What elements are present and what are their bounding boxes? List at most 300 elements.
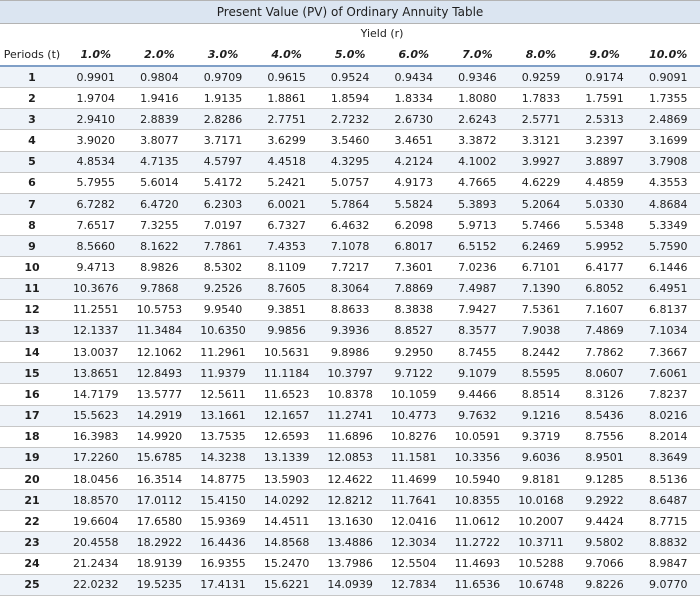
pv-factor-cell: 8.3838 xyxy=(382,299,446,320)
rate-header: 8.0% xyxy=(509,43,573,66)
pv-factor-cell: 7.8869 xyxy=(382,278,446,299)
pv-factor-cell: 8.5302 xyxy=(191,257,255,278)
pv-factor-cell: 6.1446 xyxy=(636,257,700,278)
period-cell: 4 xyxy=(0,130,64,151)
pv-factor-cell: 2.8286 xyxy=(191,109,255,130)
pv-factor-cell: 2.8839 xyxy=(128,109,192,130)
table-row xyxy=(0,278,700,299)
pv-factor-cell: 5.3893 xyxy=(446,193,510,214)
pv-factor-cell: 7.7862 xyxy=(573,342,637,363)
pv-factor-cell: 4.2124 xyxy=(382,151,446,172)
table-row xyxy=(0,257,700,278)
pv-factor-cell: 7.7217 xyxy=(318,257,382,278)
pv-factor-cell: 3.7171 xyxy=(191,130,255,151)
pv-factor-cell: 9.2526 xyxy=(191,278,255,299)
pv-factor-cell: 4.7665 xyxy=(446,172,510,193)
pv-factor-cell: 12.4622 xyxy=(318,468,382,489)
period-cell: 13 xyxy=(0,320,64,341)
pv-factor-cell: 6.4632 xyxy=(318,215,382,236)
period-cell: 16 xyxy=(0,384,64,405)
pv-factor-cell: 21.2434 xyxy=(64,553,128,574)
pv-factor-cell: 9.4466 xyxy=(446,384,510,405)
pv-factor-cell: 9.1079 xyxy=(446,363,510,384)
period-cell: 10 xyxy=(0,257,64,278)
pv-factor-cell: 1.7355 xyxy=(636,88,700,109)
pv-factor-cell: 11.2551 xyxy=(64,299,128,320)
pv-factor-cell: 7.1034 xyxy=(636,320,700,341)
pv-factor-cell: 10.5631 xyxy=(255,342,319,363)
period-cell: 1 xyxy=(0,66,64,88)
pv-factor-cell: 10.8378 xyxy=(318,384,382,405)
pv-factor-cell: 15.5623 xyxy=(64,405,128,426)
pv-factor-cell: 6.4951 xyxy=(636,278,700,299)
pv-factor-cell: 8.8633 xyxy=(318,299,382,320)
table-row xyxy=(0,193,700,214)
pv-factor-cell: 6.2469 xyxy=(509,236,573,257)
pv-factor-cell: 5.5348 xyxy=(573,215,637,236)
pv-factor-cell: 14.0939 xyxy=(318,574,382,595)
pv-factor-cell: 16.3514 xyxy=(128,468,192,489)
pv-factor-cell: 3.9927 xyxy=(509,151,573,172)
pv-factor-cell: 8.7455 xyxy=(446,342,510,363)
period-cell: 23 xyxy=(0,532,64,553)
pv-factor-cell: 6.7282 xyxy=(64,193,128,214)
pv-factor-cell: 15.6221 xyxy=(255,574,319,595)
pv-factor-cell: 13.7986 xyxy=(318,553,382,574)
rate-header: 10.0% xyxy=(636,43,700,66)
pv-factor-cell: 1.8334 xyxy=(382,88,446,109)
pv-factor-cell: 1.8861 xyxy=(255,88,319,109)
pv-factor-cell: 12.1337 xyxy=(64,320,128,341)
pv-factor-cell: 5.9713 xyxy=(446,215,510,236)
table-row xyxy=(0,405,700,426)
pv-factor-cell: 1.8594 xyxy=(318,88,382,109)
pv-factor-cell: 3.5460 xyxy=(318,130,382,151)
pv-factor-cell: 7.8237 xyxy=(636,384,700,405)
pv-factor-cell: 11.2741 xyxy=(318,405,382,426)
pv-factor-cell: 0.9804 xyxy=(128,66,192,88)
pv-factor-cell: 2.6243 xyxy=(446,109,510,130)
pv-factor-cell: 5.6014 xyxy=(128,172,192,193)
table-row xyxy=(0,88,700,109)
pv-factor-cell: 8.9847 xyxy=(636,553,700,574)
pv-factor-cell: 6.5152 xyxy=(446,236,510,257)
pv-factor-cell: 8.5660 xyxy=(64,236,128,257)
pv-factor-cell: 11.0612 xyxy=(446,511,510,532)
pv-factor-cell: 8.2442 xyxy=(509,342,573,363)
pv-factor-cell: 11.9379 xyxy=(191,363,255,384)
pv-factor-cell: 5.9952 xyxy=(573,236,637,257)
pv-factor-cell: 14.0292 xyxy=(255,490,319,511)
pv-factor-cell: 5.0757 xyxy=(318,172,382,193)
pv-factor-cell: 12.0416 xyxy=(382,511,446,532)
pv-factor-cell: 4.8534 xyxy=(64,151,128,172)
pv-factor-cell: 9.7632 xyxy=(446,405,510,426)
pv-factor-cell: 11.4699 xyxy=(382,468,446,489)
pv-factor-cell: 17.6580 xyxy=(128,511,192,532)
pv-factor-cell: 18.8570 xyxy=(64,490,128,511)
pv-factor-cell: 0.9259 xyxy=(509,66,573,88)
rate-header: 1.0% xyxy=(64,43,128,66)
table-body xyxy=(0,66,700,595)
period-cell: 19 xyxy=(0,447,64,468)
pv-factor-cell: 9.7122 xyxy=(382,363,446,384)
table-row xyxy=(0,490,700,511)
pv-factor-cell: 4.3295 xyxy=(318,151,382,172)
table-row xyxy=(0,215,700,236)
pv-factor-cell: 5.3349 xyxy=(636,215,700,236)
rate-header: 4.0% xyxy=(255,43,319,66)
pv-factor-cell: 0.9434 xyxy=(382,66,446,88)
table-row xyxy=(0,299,700,320)
table-row xyxy=(0,130,700,151)
table-row xyxy=(0,342,700,363)
table-row xyxy=(0,66,700,88)
table-row xyxy=(0,363,700,384)
pv-factor-cell: 15.4150 xyxy=(191,490,255,511)
pv-factor-cell: 15.9369 xyxy=(191,511,255,532)
pv-factor-cell: 14.2919 xyxy=(128,405,192,426)
table-row xyxy=(0,109,700,130)
pv-factor-cell: 8.1622 xyxy=(128,236,192,257)
pv-factor-cell: 7.1078 xyxy=(318,236,382,257)
pv-factor-cell: 4.5797 xyxy=(191,151,255,172)
pv-factor-cell: 12.1062 xyxy=(128,342,192,363)
pv-factor-cell: 2.5313 xyxy=(573,109,637,130)
pv-factor-cell: 14.4511 xyxy=(255,511,319,532)
periods-header: Periods (t) xyxy=(0,43,64,66)
period-cell: 18 xyxy=(0,426,64,447)
table-row xyxy=(0,553,700,574)
pv-factor-cell: 10.5940 xyxy=(446,468,510,489)
pv-factor-cell: 8.8527 xyxy=(382,320,446,341)
period-cell: 20 xyxy=(0,468,64,489)
pv-factor-cell: 20.4558 xyxy=(64,532,128,553)
pv-factor-cell: 5.7864 xyxy=(318,193,382,214)
pv-factor-cell: 12.8493 xyxy=(128,363,192,384)
pv-factor-cell: 18.9139 xyxy=(128,553,192,574)
table-row xyxy=(0,532,700,553)
pv-factor-cell: 4.1002 xyxy=(446,151,510,172)
pv-factor-cell: 1.8080 xyxy=(446,88,510,109)
pv-factor-cell: 3.9020 xyxy=(64,130,128,151)
rate-header: 9.0% xyxy=(573,43,637,66)
pv-factor-cell: 9.0770 xyxy=(636,574,700,595)
pv-factor-cell: 22.0232 xyxy=(64,574,128,595)
pv-factor-cell: 11.2722 xyxy=(446,532,510,553)
pv-factor-cell: 5.0330 xyxy=(573,193,637,214)
table-row xyxy=(0,447,700,468)
pv-factor-cell: 10.8276 xyxy=(382,426,446,447)
pv-factor-cell: 10.1059 xyxy=(382,384,446,405)
table-row xyxy=(0,574,700,595)
pv-factor-cell: 2.6730 xyxy=(382,109,446,130)
pv-factor-cell: 3.7908 xyxy=(636,151,700,172)
pv-factor-cell: 6.0021 xyxy=(255,193,319,214)
pv-factor-cell: 6.8017 xyxy=(382,236,446,257)
pv-factor-cell: 10.3356 xyxy=(446,447,510,468)
table-row xyxy=(0,172,700,193)
pv-factor-cell: 15.2470 xyxy=(255,553,319,574)
rate-header: 6.0% xyxy=(382,43,446,66)
pv-factor-cell: 3.3872 xyxy=(446,130,510,151)
pv-factor-cell: 9.5802 xyxy=(573,532,637,553)
pv-factor-cell: 8.2014 xyxy=(636,426,700,447)
pv-factor-cell: 9.3851 xyxy=(255,299,319,320)
pv-factor-cell: 17.2260 xyxy=(64,447,128,468)
pv-factor-cell: 3.3121 xyxy=(509,130,573,151)
pv-factor-cell: 9.4424 xyxy=(573,511,637,532)
pv-factor-cell: 1.7591 xyxy=(573,88,637,109)
pv-factor-cell: 7.3601 xyxy=(382,257,446,278)
pv-factor-cell: 0.9524 xyxy=(318,66,382,88)
period-cell: 21 xyxy=(0,490,64,511)
pv-factor-cell: 5.7955 xyxy=(64,172,128,193)
pv-factor-cell: 10.0591 xyxy=(446,426,510,447)
pv-factor-cell: 13.0037 xyxy=(64,342,128,363)
pv-factor-cell: 8.7605 xyxy=(255,278,319,299)
pv-factor-cell: 1.9704 xyxy=(64,88,128,109)
pv-factor-cell: 7.9038 xyxy=(509,320,573,341)
table-row xyxy=(0,236,700,257)
pv-factor-cell: 11.6536 xyxy=(446,574,510,595)
pv-factor-cell: 7.6061 xyxy=(636,363,700,384)
yield-label: Yield (r) xyxy=(360,27,404,40)
pv-factor-cell: 18.0456 xyxy=(64,468,128,489)
pv-factor-cell: 7.4353 xyxy=(255,236,319,257)
pv-factor-cell: 0.9174 xyxy=(573,66,637,88)
pv-factor-cell: 16.9355 xyxy=(191,553,255,574)
pv-factor-cell: 17.0112 xyxy=(128,490,192,511)
pv-factor-cell: 11.6896 xyxy=(318,426,382,447)
pv-factor-cell: 10.4773 xyxy=(382,405,446,426)
pv-factor-cell: 7.0236 xyxy=(446,257,510,278)
pv-factor-cell: 6.2098 xyxy=(382,215,446,236)
pv-factor-cell: 15.6785 xyxy=(128,447,192,468)
pv-factor-cell: 8.7556 xyxy=(573,426,637,447)
pv-factor-cell: 9.1216 xyxy=(509,405,573,426)
pv-factor-cell: 7.1607 xyxy=(573,299,637,320)
pv-factor-cell: 19.5235 xyxy=(128,574,192,595)
pv-factor-cell: 5.5824 xyxy=(382,193,446,214)
pv-factor-cell: 12.5504 xyxy=(382,553,446,574)
pv-factor-cell: 18.2922 xyxy=(128,532,192,553)
pv-factor-cell: 4.7135 xyxy=(128,151,192,172)
pv-factor-cell: 7.4869 xyxy=(573,320,637,341)
pv-factor-cell: 13.1339 xyxy=(255,447,319,468)
pv-factor-cell: 12.5611 xyxy=(191,384,255,405)
pv-factor-cell: 10.0168 xyxy=(509,490,573,511)
pv-factor-cell: 14.8775 xyxy=(191,468,255,489)
pv-factor-cell: 14.9920 xyxy=(128,426,192,447)
rate-header: 7.0% xyxy=(446,43,510,66)
pv-factor-cell: 9.4713 xyxy=(64,257,128,278)
pv-factor-cell: 2.7751 xyxy=(255,109,319,130)
pv-factor-cell: 2.7232 xyxy=(318,109,382,130)
pv-factor-cell: 6.7101 xyxy=(509,257,573,278)
pv-factor-cell: 12.8212 xyxy=(318,490,382,511)
pv-factor-cell: 6.8052 xyxy=(573,278,637,299)
period-cell: 5 xyxy=(0,151,64,172)
pv-factor-cell: 7.4987 xyxy=(446,278,510,299)
pv-factor-cell: 9.3719 xyxy=(509,426,573,447)
pv-factor-cell: 13.5777 xyxy=(128,384,192,405)
pv-factor-cell: 7.5361 xyxy=(509,299,573,320)
pv-factor-cell: 13.7535 xyxy=(191,426,255,447)
pv-factor-cell: 10.6350 xyxy=(191,320,255,341)
pv-factor-cell: 8.0607 xyxy=(573,363,637,384)
pv-factor-cell: 11.3484 xyxy=(128,320,192,341)
pv-factor-cell: 9.7868 xyxy=(128,278,192,299)
pv-factor-cell: 16.3983 xyxy=(64,426,128,447)
table-row xyxy=(0,151,700,172)
table-title: Present Value (PV) of Ordinary Annuity Table xyxy=(0,1,700,24)
pv-factor-cell: 11.1581 xyxy=(382,447,446,468)
pv-factor-cell: 12.0853 xyxy=(318,447,382,468)
pv-factor-cell: 0.9346 xyxy=(446,66,510,88)
pv-factor-cell: 14.3238 xyxy=(191,447,255,468)
pv-factor-cell: 13.8651 xyxy=(64,363,128,384)
pv-factor-cell: 8.3577 xyxy=(446,320,510,341)
pv-factor-cell: 3.6299 xyxy=(255,130,319,151)
pv-factor-cell: 4.8684 xyxy=(636,193,700,214)
period-cell: 15 xyxy=(0,363,64,384)
pv-factor-cell: 3.4651 xyxy=(382,130,446,151)
pv-factor-cell: 8.8832 xyxy=(636,532,700,553)
table-row xyxy=(0,320,700,341)
pv-factor-cell: 13.5903 xyxy=(255,468,319,489)
pv-factor-cell: 8.0216 xyxy=(636,405,700,426)
pv-factor-cell: 19.6604 xyxy=(64,511,128,532)
pv-factor-cell: 12.1657 xyxy=(255,405,319,426)
period-cell: 14 xyxy=(0,342,64,363)
pv-factor-cell: 8.3649 xyxy=(636,447,700,468)
pv-factor-cell: 9.8226 xyxy=(573,574,637,595)
pv-factor-cell: 9.6036 xyxy=(509,447,573,468)
pv-factor-cell: 4.3553 xyxy=(636,172,700,193)
pv-factor-cell: 9.2950 xyxy=(382,342,446,363)
pv-factor-cell: 7.9427 xyxy=(446,299,510,320)
pv-factor-cell: 3.8897 xyxy=(573,151,637,172)
column-header-row xyxy=(0,43,700,66)
table-row xyxy=(0,511,700,532)
pv-factor-cell: 9.8181 xyxy=(509,468,573,489)
pv-factor-cell: 14.7179 xyxy=(64,384,128,405)
rate-header: 2.0% xyxy=(128,43,192,66)
pv-factor-cell: 6.8137 xyxy=(636,299,700,320)
pv-factor-cell: 12.7834 xyxy=(382,574,446,595)
pv-factor-cell: 2.9410 xyxy=(64,109,128,130)
pv-factor-cell: 9.1285 xyxy=(573,468,637,489)
pv-factor-cell: 9.7066 xyxy=(573,553,637,574)
period-cell: 6 xyxy=(0,172,64,193)
pv-factor-cell: 11.1184 xyxy=(255,363,319,384)
pv-factor-cell: 1.7833 xyxy=(509,88,573,109)
pv-factor-cell: 9.9856 xyxy=(255,320,319,341)
pv-factor-cell: 6.4177 xyxy=(573,257,637,278)
pv-factor-cell: 8.8514 xyxy=(509,384,573,405)
pv-factor-cell: 0.9709 xyxy=(191,66,255,88)
pv-factor-cell: 6.7327 xyxy=(255,215,319,236)
period-cell: 22 xyxy=(0,511,64,532)
pv-factor-cell: 0.9901 xyxy=(64,66,128,88)
pv-factor-cell: 5.2421 xyxy=(255,172,319,193)
rate-header: 5.0% xyxy=(318,43,382,66)
pv-factor-cell: 16.4436 xyxy=(191,532,255,553)
pv-factor-cell: 6.2303 xyxy=(191,193,255,214)
pv-factor-cell: 17.4131 xyxy=(191,574,255,595)
pv-factor-cell: 14.8568 xyxy=(255,532,319,553)
period-cell: 25 xyxy=(0,574,64,595)
table-row xyxy=(0,426,700,447)
period-cell: 17 xyxy=(0,405,64,426)
pv-factor-cell: 8.5595 xyxy=(509,363,573,384)
period-cell: 2 xyxy=(0,88,64,109)
pv-factor-cell: 8.3064 xyxy=(318,278,382,299)
pv-factor-cell: 6.4720 xyxy=(128,193,192,214)
pv-factor-cell: 1.9135 xyxy=(191,88,255,109)
pv-factor-cell: 7.0197 xyxy=(191,215,255,236)
pv-factor-cell: 13.4886 xyxy=(318,532,382,553)
pv-factor-cell: 2.5771 xyxy=(509,109,573,130)
pv-factor-cell: 8.5136 xyxy=(636,468,700,489)
pv-factor-cell: 9.8986 xyxy=(318,342,382,363)
pv-factor-cell: 5.7590 xyxy=(636,236,700,257)
pv-factor-cell: 7.3255 xyxy=(128,215,192,236)
pv-factor-cell: 4.4518 xyxy=(255,151,319,172)
pv-factor-cell: 10.6748 xyxy=(509,574,573,595)
period-cell: 11 xyxy=(0,278,64,299)
pv-factor-cell: 10.3711 xyxy=(509,532,573,553)
pv-factor-cell: 11.6523 xyxy=(255,384,319,405)
pv-factor-cell: 9.2922 xyxy=(573,490,637,511)
pv-factor-cell: 13.1630 xyxy=(318,511,382,532)
pv-factor-cell: 0.9091 xyxy=(636,66,700,88)
pv-factor-cell: 4.4859 xyxy=(573,172,637,193)
pv-factor-cell: 4.9173 xyxy=(382,172,446,193)
pv-factor-cell: 8.6487 xyxy=(636,490,700,511)
pv-factor-cell: 4.6229 xyxy=(509,172,573,193)
pv-factor-cell: 8.7715 xyxy=(636,511,700,532)
pv-factor-cell: 2.4869 xyxy=(636,109,700,130)
pv-factor-cell: 10.5753 xyxy=(128,299,192,320)
rate-header: 3.0% xyxy=(191,43,255,66)
pv-factor-cell: 11.2961 xyxy=(191,342,255,363)
pv-factor-cell: 5.7466 xyxy=(509,215,573,236)
pv-factor-cell: 11.4693 xyxy=(446,553,510,574)
table-row xyxy=(0,468,700,489)
period-cell: 9 xyxy=(0,236,64,257)
pv-factor-cell: 0.9615 xyxy=(255,66,319,88)
pv-factor-cell: 3.2397 xyxy=(573,130,637,151)
table-row xyxy=(0,384,700,405)
pv-factor-cell: 10.8355 xyxy=(446,490,510,511)
pv-factor-cell: 7.1390 xyxy=(509,278,573,299)
pv-factor-cell: 10.3676 xyxy=(64,278,128,299)
pv-factor-cell: 9.9540 xyxy=(191,299,255,320)
pv-factor-cell: 9.3936 xyxy=(318,320,382,341)
period-cell: 24 xyxy=(0,553,64,574)
pv-factor-cell: 3.1699 xyxy=(636,130,700,151)
period-cell: 8 xyxy=(0,215,64,236)
pv-factor-cell: 5.2064 xyxy=(509,193,573,214)
pv-factor-cell: 13.1661 xyxy=(191,405,255,426)
pv-factor-cell: 10.3797 xyxy=(318,363,382,384)
pv-factor-cell: 8.9826 xyxy=(128,257,192,278)
pv-factor-cell: 12.3034 xyxy=(382,532,446,553)
pv-factor-cell: 7.6517 xyxy=(64,215,128,236)
pv-factor-cell: 8.9501 xyxy=(573,447,637,468)
